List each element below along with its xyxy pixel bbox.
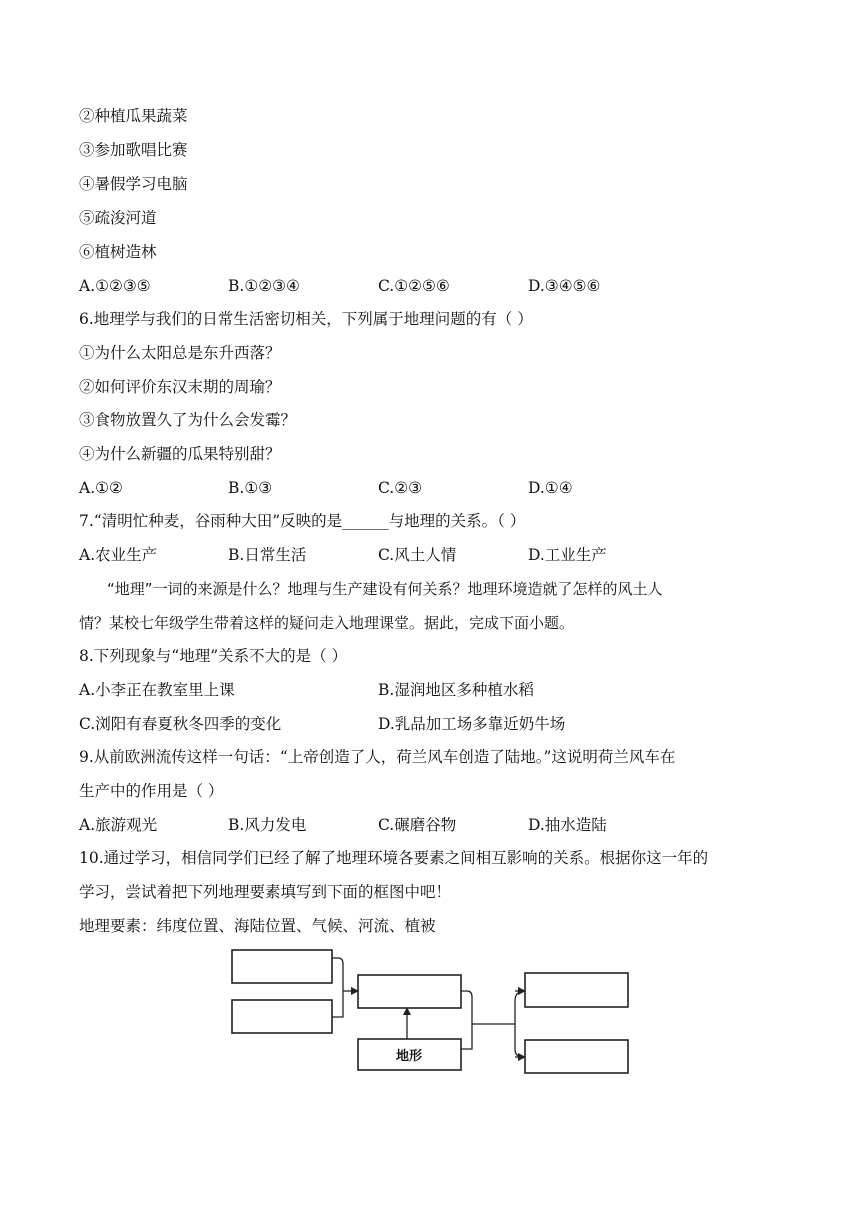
q8-option-b: B.湿润地区多种植水稻 (378, 681, 534, 699)
q10-stem-line-1: 10.通过学习，相信同学们已经了解了地理环境各要素之间相互影响的关系。根据你这一年的 (79, 849, 709, 867)
q6-stem: 6.地理学与我们的日常生活密切相关，下列属于地理问题的有（ ） (79, 310, 533, 328)
q5-item-6: ⑥植树造林 (79, 243, 157, 261)
q6-item-4: ④为什么新疆的瓜果特别甜？ (79, 445, 281, 463)
right-bracket-connector (515, 991, 525, 1057)
q7-option-a: A.农业生产 (79, 546, 158, 564)
q5-item-5: ⑤疏浚河道 (79, 209, 157, 227)
q7-option-d: D.工业生产 (528, 546, 607, 564)
q5-option-b: B.①②③④ (228, 277, 300, 295)
q8-stem: 8.下列现象与“地理”关系不大的是（ ） (79, 647, 348, 665)
passage-line-1: “地理”一词的来源是什么？地理与生产建设有何关系？地理环境造就了怎样的风土人 (107, 580, 663, 598)
q7-option-c: C.风土人情 (378, 546, 457, 564)
blank-box-right-top[interactable] (525, 973, 628, 1007)
q6-option-b: B.①③ (228, 479, 273, 497)
q9-stem-line-1: 9.从前欧洲流传这样一句话：“上帝创造了人，荷兰风车创造了陆地。”这说明荷兰风车在 (79, 748, 676, 766)
q8-option-c: C.浏阳有春夏秋冬四季的变化 (79, 715, 282, 733)
q9-option-c: C.碾磨谷物 (378, 816, 457, 834)
blank-box-left-top[interactable] (232, 950, 332, 983)
q8-option-d: D.乳品加工场多靠近奶牛场 (378, 715, 566, 733)
q5-option-a: A.①②③⑤ (79, 277, 151, 295)
terrain-label: 地形 (395, 1049, 423, 1064)
q5-option-d: D.③④⑤⑥ (528, 277, 601, 295)
q9-option-b: B.风力发电 (228, 816, 307, 834)
q5-item-4: ④暑假学习电脑 (79, 175, 188, 193)
left-bracket-connector (332, 958, 343, 1017)
q7-stem: 7.“清明忙种麦，谷雨种大田”反映的是______与地理的关系。（ ） (79, 512, 526, 530)
geography-elements-diagram (225, 945, 635, 1080)
q7-option-b: B.日常生活 (228, 546, 307, 564)
q10-stem-line-2: 学习，尝试着把下列地理要素填写到下面的框图中吧！ (79, 883, 452, 901)
q5-item-3: ③参加歌唱比赛 (79, 141, 188, 159)
blank-box-right-bottom[interactable] (525, 1040, 628, 1073)
q6-item-1: ①为什么太阳总是东升西落？ (79, 344, 281, 362)
q5-item-2: ②种植瓜果蔬菜 (79, 107, 188, 125)
blank-box-left-bottom[interactable] (232, 1000, 332, 1033)
q6-option-a: A.①② (79, 479, 123, 497)
middle-bracket-connector (461, 991, 472, 1049)
q9-option-d: D.抽水造陆 (528, 816, 607, 834)
q9-option-a: A.旅游观光 (79, 816, 158, 834)
q10-elements: 地理要素：纬度位置、海陆位置、气候、河流、植被 (79, 917, 436, 935)
q9-stem-line-2: 生产中的作用是（ ） (79, 782, 224, 800)
q6-option-c: C.②③ (378, 479, 423, 497)
q5-option-c: C.①②⑤⑥ (378, 277, 450, 295)
q8-option-a: A.小李正在教室里上课 (79, 681, 235, 699)
blank-box-center[interactable] (358, 975, 461, 1008)
q6-option-d: D.①④ (528, 479, 573, 497)
passage-line-2: 情？某校七年级学生带着这样的疑问走入地理课堂。据此，完成下面小题。 (79, 614, 575, 632)
q6-item-3: ③食物放置久了为什么会发霉？ (79, 411, 297, 429)
q6-item-2: ②如何评价东汉末期的周瑜？ (79, 378, 281, 396)
